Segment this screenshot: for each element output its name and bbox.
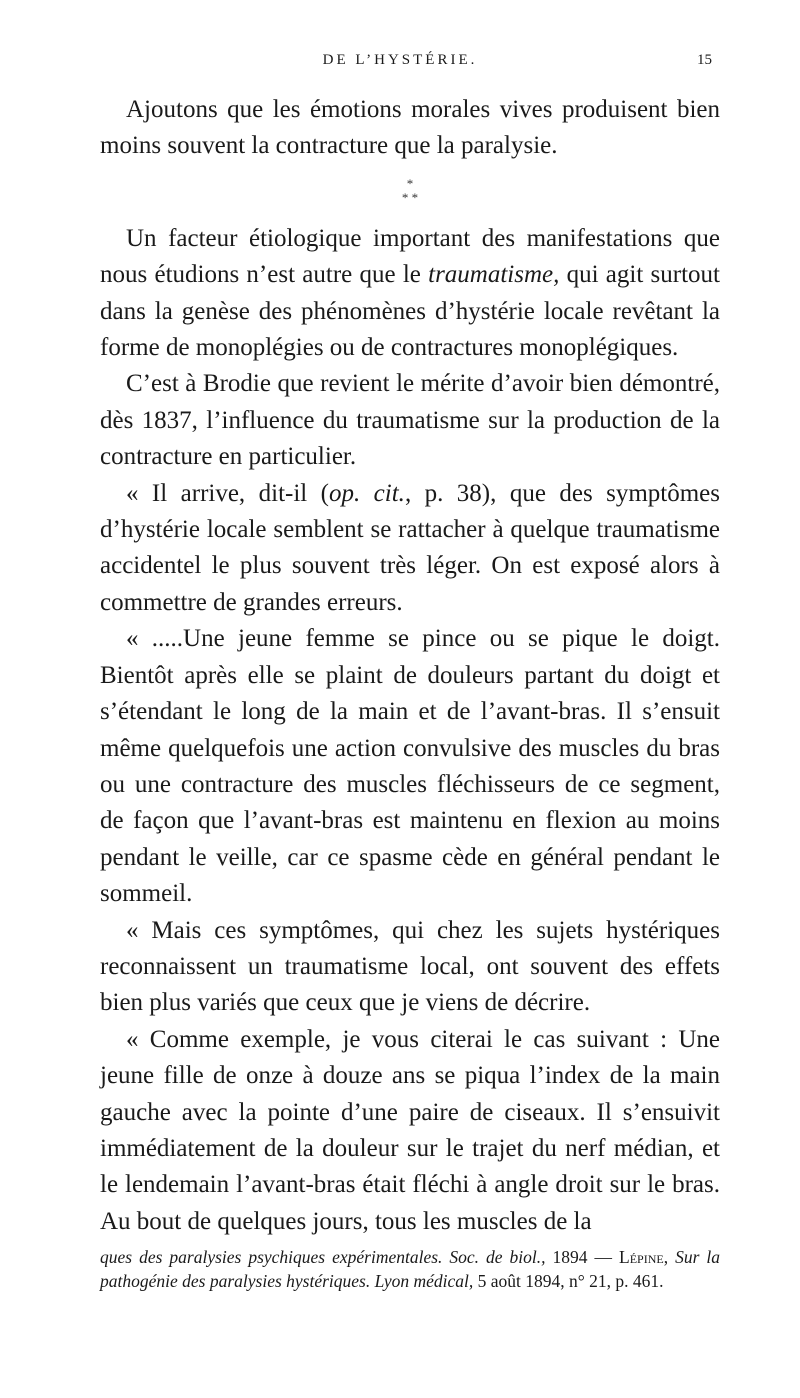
footnote-author: Lépine, [619, 1247, 669, 1267]
footnote-title-1: ques des paralysies psychiques expérimentales. Soc. de biol., [100, 1247, 546, 1267]
running-title: DE L’HYSTÉRIE. [322, 52, 478, 68]
page-number: 15 [697, 52, 712, 68]
paragraph-2-part-a: Un facteur étiologique important des manifestations que nous étudions n’est autre que le [100, 224, 720, 289]
ornament-star-top: * [406, 175, 414, 191]
ornament-stars-bottom: * * [401, 189, 419, 205]
paragraph-4 [100, 476, 720, 622]
paragraph-4-part-b: , p. 38), que des symptômes d’hystérie locale semblent se rattacher à quelque traumatisme accidentel le plus souvent très léger. On est exposé alors à commettre de grandes erreurs. [100, 479, 721, 616]
footnote-title-2: Sur la pathogénie des paralysies hystériques. Lyon médical, [100, 1247, 720, 1291]
paragraph-1: Ajoutons que les émotions morales vives produisent bien moins souvent la contracture que la paralysie. [100, 96, 720, 160]
paragraph-7: « Comme exemple, je vous citerai le cas suivant : Une jeune fille de onze à douze ans se piqua l’index de la main gauche avec la pointe d’une paire de ciseaux. Il s’ensuivit immédiatement de la douleur sur le trajet du nerf médian, et le lendemain l’avant-bras était fléchi à angle droit sur le bras. Au bout de quelques jours, tous les muscles de la [100, 1025, 720, 1235]
paragraph-4-part-a: « Il arrive, dit-il ( [126, 479, 329, 507]
paragraph-2-emphasis: traumatisme, [428, 261, 560, 289]
paragraph-2-part-b: qui agit surtout dans la genèse des phénomènes d’hystérie locale revêtant la forme de monoplégies ou de contractures monoplégiques. [100, 261, 720, 362]
section-ornament [100, 177, 720, 205]
page-header [0, 52, 800, 76]
footnote-text-2: 5 août 1894, n° 21, p. 461. [473, 1270, 664, 1291]
paragraph-2 [100, 221, 720, 367]
body-text [100, 92, 720, 1240]
paragraph-4-citation: op. cit. [329, 479, 405, 507]
paragraph-5: « .....Une jeune femme se pince ou se pique le doigt. Bientôt après elle se plaint de douleurs partant du doigt et s’étendant le long de la main et de l’avant-bras. Il s’ensuit même quelquefois une action convulsive des muscles du bras ou une contracture des muscles fléchisseurs de ce segment, de façon que l’avant-bras est maintenu en flexion au moins pendant le veille, car ce spasme cède en général pendant le sommeil. [100, 625, 720, 908]
footnote [100, 1246, 720, 1293]
paragraph-3: C’est à Brodie que revient le mérite d’avoir bien démontré, dès 1837, l’influence du traumatisme sur la production de la contracture en particulier. [100, 370, 720, 471]
footnote-text-1: 1894 — [545, 1247, 620, 1267]
paragraph-6: « Mais ces symptômes, qui chez les sujets hystériques reconnaissent un traumatisme local, ont souvent des effets bien plus variés que ceux que je viens de décrire. [100, 916, 720, 1017]
